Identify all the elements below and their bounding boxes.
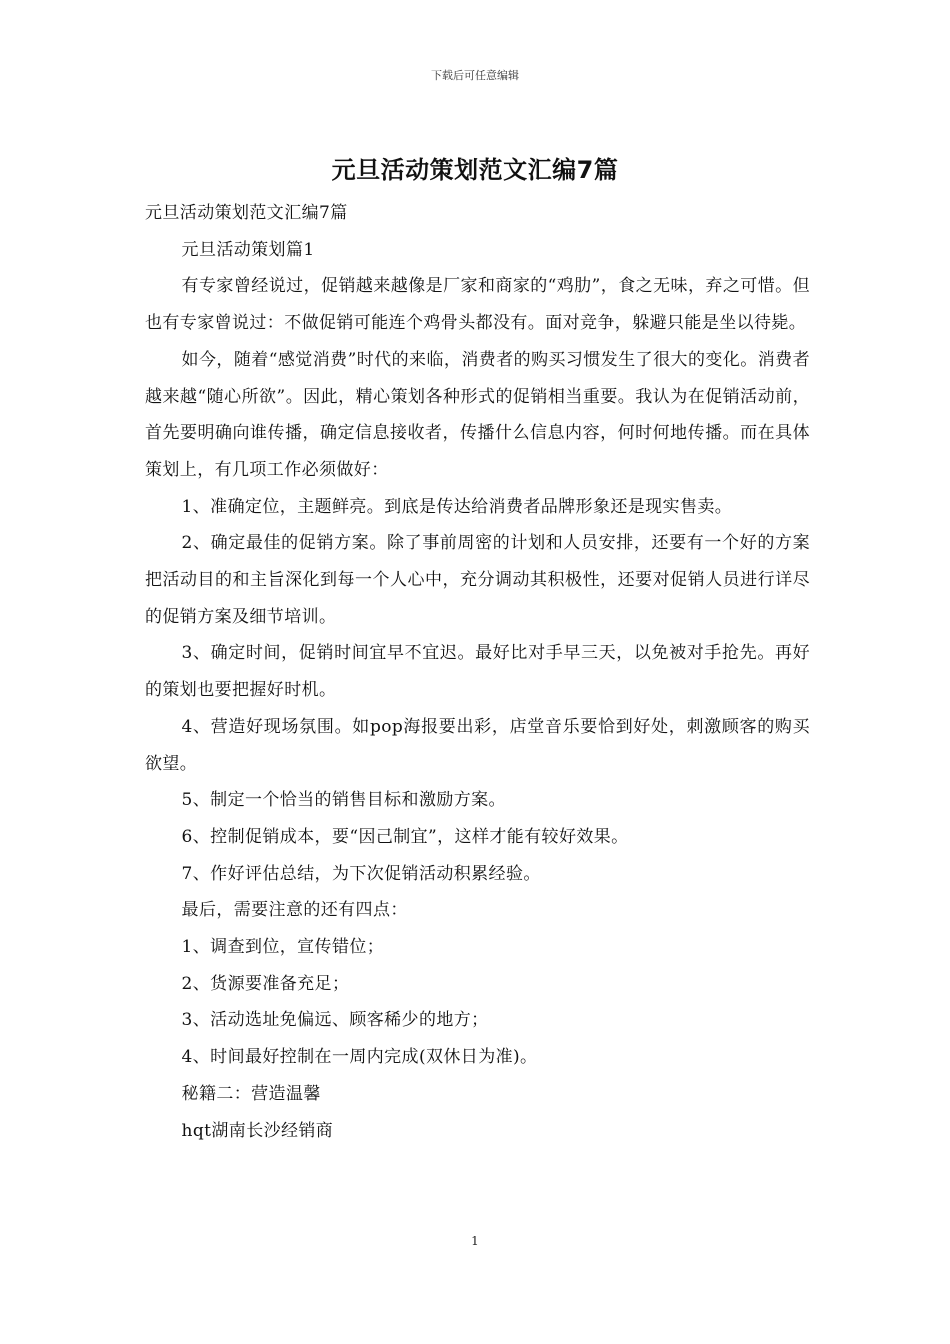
document-body — [145, 195, 810, 1149]
list-item: 7、作好评估总结，为下次促销活动积累经验。 — [181, 863, 541, 884]
list-item: 1、准确定位，主题鲜亮。到底是传达给消费者品牌形象还是现实售卖。 — [181, 496, 733, 517]
paragraph: 有专家曾经说过，促销越来越像是厂家和商家的“鸡肋”，食之无味，弃之可惜。但也有专家曾说过：不做促销可能连个鸡骨头都没有。面对竞争，躲避只能是坐以待毙。 — [145, 276, 810, 334]
paragraph-section-heading: 元旦活动策划篇1 — [181, 239, 315, 260]
list-item: 2、确定最佳的促销方案。除了事前周密的计划和人员安排，还要有一个好的方案把活动目的和主旨深化到每一个人心中，充分调动其积极性，还要对促销人员进行详尽的促销方案及细节培训。 — [145, 533, 810, 627]
paragraph-subtitle: 元旦活动策划范文汇编7篇 — [145, 203, 348, 223]
paragraph: 最后，需要注意的还有四点： — [181, 900, 408, 921]
paragraph: hqt湖南长沙经销商 — [181, 1120, 334, 1141]
paragraph: 秘籍二：营造温馨 — [181, 1083, 321, 1104]
list-item: 4、营造好现场氛围。如pop海报要出彩，店堂音乐要恰到好处，刺激顾客的购买欲望。 — [145, 716, 810, 774]
list-item: 3、活动选址免偏远、顾客稀少的地方； — [181, 1010, 489, 1031]
paragraph: 如今，随着“感觉消费”时代的来临，消费者的购买习惯发生了很大的变化。消费者越来越“随心所欲”。因此，精心策划各种形式的促销相当重要。我认为在促销活动前，首先要明确向谁传播，确定信息接收者，传播什么信息内容，何时何地传播。而在具体策划上，有几项工作必须做好： — [145, 349, 810, 480]
document-title: 元旦活动策划范文汇编7篇 — [331, 156, 619, 184]
list-item: 3、确定时间，促销时间宜早不宜迟。最好比对手早三天，以免被对手抢先。再好的策划也要把握好时机。 — [145, 643, 810, 701]
list-item: 6、控制促销成本，要“因己制宜”，这样才能有较好效果。 — [181, 826, 629, 847]
header-note: 下载后可任意编辑 — [431, 69, 519, 82]
list-item: 1、调查到位，宣传错位； — [181, 937, 385, 958]
page-number: 1 — [471, 1234, 479, 1248]
list-item: 4、时间最好控制在一周内完成(双休日为准)。 — [181, 1047, 538, 1068]
list-item: 2、货源要准备充足； — [181, 973, 350, 994]
list-item: 5、制定一个恰当的销售目标和激励方案。 — [181, 790, 506, 811]
